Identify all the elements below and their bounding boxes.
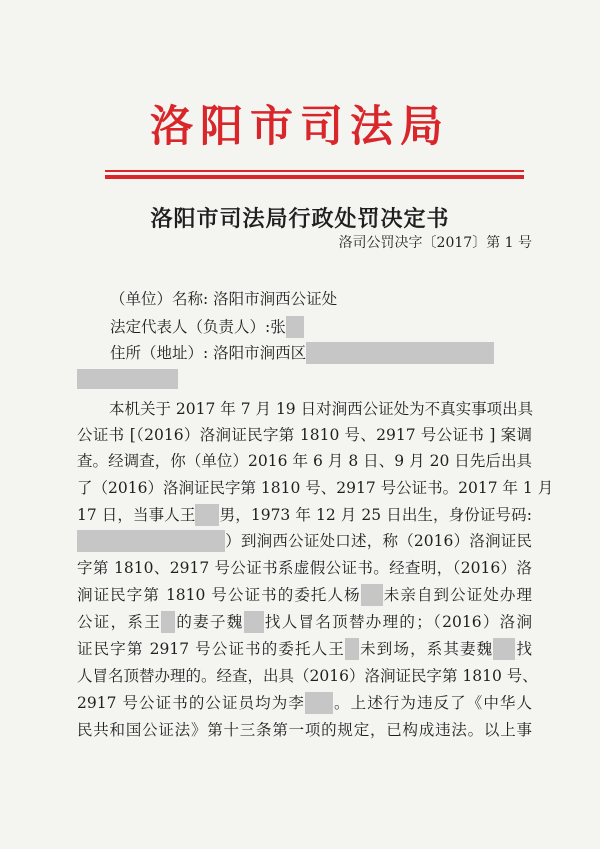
legal-rep-label: 法定代表人（负责人）: — [110, 318, 271, 336]
body-text: 男，1973 年 12 月 25 日出生，身份证号码: — [219, 506, 532, 524]
body-line: 字第 1810、2917 号公证书系虚假公证书。经查明，（2016）洛 — [77, 559, 532, 577]
body-line — [77, 611, 532, 633]
redaction-mask — [306, 342, 494, 364]
address-line — [110, 342, 494, 364]
body-text: 的妻子魏 — [175, 613, 244, 631]
address-label: 住所（地址）: — [110, 344, 209, 362]
letterhead-rule-thick — [105, 175, 524, 179]
body-text: 未亲自到公证处办理 — [382, 586, 532, 604]
document-number: 洛司公罚决字〔2017〕第 1 号 — [338, 235, 532, 251]
body-line: 公证书 [（2016）洛涧证民字第 1810 号、2917 号公证书 ] 案调 — [77, 426, 532, 444]
body-text: 证民字第 2917 号公证书的委托人王 — [77, 640, 345, 658]
body-text: 公证，系王 — [77, 613, 162, 631]
redaction-mask — [361, 584, 383, 606]
legal-rep-line — [110, 316, 304, 338]
body-text: 涧证民字第 1810 号公证书的委托人杨 — [77, 586, 361, 604]
body-text: 2917 号公证书的公证员均为李 — [77, 694, 305, 712]
document-title: 洛阳市司法局行政处罚决定书 — [150, 206, 450, 232]
body-line: 民共和国公证法》第十三条第一项的规定，已构成违法。以上事 — [77, 721, 532, 739]
body-line — [77, 638, 532, 660]
address-value: 洛阳市涧西区 — [213, 344, 307, 362]
body-line: 人冒名顶替办理的。经查，出具（2016）洛涧证民字第 1810 号、 — [77, 667, 538, 685]
agency-letterhead: 洛阳市司法局 — [150, 102, 450, 152]
redaction-mask — [493, 638, 515, 660]
body-text: 17 日，当事人王 — [77, 506, 196, 524]
redaction-mask — [345, 638, 359, 660]
body-text: 找人冒名顶替办理的；（2016）洛涧 — [263, 613, 532, 631]
legal-rep-value: 张 — [270, 318, 286, 336]
redaction-mask — [286, 316, 304, 338]
body-line — [77, 584, 532, 606]
letterhead-rule-thin — [105, 170, 524, 172]
body-line — [77, 692, 532, 714]
body-line — [77, 504, 532, 526]
redaction-mask — [161, 611, 175, 633]
body-line: 本机关于 2017 年 7 月 19 日对涧西公证处为不真实事项出具 — [109, 400, 534, 418]
body-text: 未到场，系其妻魏 — [359, 640, 494, 658]
body-line: 查。经调查，你（单位）2016 年 6 月 8 日、9 月 20 日先后出具 — [77, 452, 532, 470]
unit-name-value: 洛阳市涧西公证处 — [213, 290, 338, 308]
redaction-mask — [77, 530, 225, 552]
body-line — [77, 530, 532, 552]
redaction-mask — [244, 611, 264, 633]
unit-name-label: （单位）名称: — [110, 290, 209, 308]
unit-name-line — [110, 288, 337, 310]
body-text: 找 — [515, 640, 532, 658]
body-text: 。上述行为违反了《中华人 — [332, 694, 532, 712]
body-line: 了（2016）洛涧证民字第 1810 号、2917 号公证书。2017 年 1 月 — [77, 479, 554, 497]
redaction-mask — [195, 504, 219, 526]
redaction-mask — [305, 692, 333, 714]
redaction-mask — [77, 369, 178, 389]
body-text: ）到涧西公证处口述，称（2016）洛涧证民 — [225, 532, 532, 550]
